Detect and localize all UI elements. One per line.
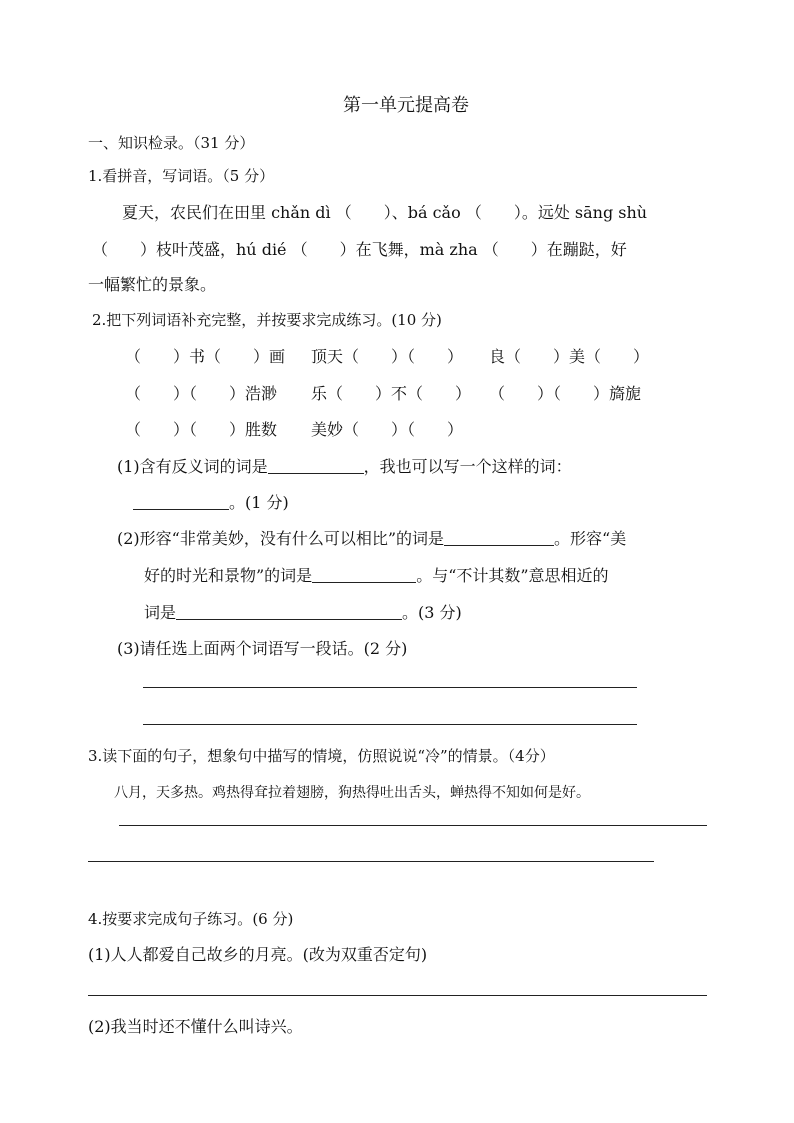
sub-question-2-text-a: (2)形容“非常美妙，没有什么可以相比”的词是 <box>117 529 445 548</box>
writing-line[interactable] <box>88 861 654 862</box>
sub-question-2-text-d: 。与“不计其数”意思相近的 <box>416 566 609 585</box>
word-blank-2[interactable]: 顶天（ ）（ ） <box>311 347 464 366</box>
question-3-example: 八月，天多热。鸡热得耷拉着翅膀，狗热得吐出舌头，蝉热得不知如何是好。 <box>114 785 590 801</box>
answer-blank[interactable] <box>312 565 416 583</box>
answer-blank[interactable] <box>176 602 402 620</box>
writing-line[interactable] <box>143 724 637 725</box>
word-blank-4[interactable]: （ ）（ ）浩渺 <box>125 384 278 403</box>
word-blank-3[interactable]: 良（ ）美（ ） <box>489 347 650 366</box>
word-blank-1[interactable]: （ ）书（ ）画 <box>125 347 286 366</box>
sub-question-1 <box>117 454 572 477</box>
writing-line[interactable] <box>143 687 637 688</box>
sub-question-2-text-f: 。(3 分) <box>402 603 462 622</box>
sub-question-2-text-c: 好的时光和景物”的词是 <box>144 566 313 585</box>
question-4-item-1: (1)人人都爱自己故乡的月亮。(改为双重否定句) <box>88 945 428 964</box>
question-2-heading: 2.把下列词语补充完整，并按要求完成练习。(10 分) <box>92 311 442 329</box>
writing-line[interactable] <box>88 995 707 996</box>
sub-question-2 <box>117 526 626 549</box>
word-blank-6[interactable]: （ ）（ ）旖旎 <box>489 384 642 403</box>
sub-question-2-text-e: 词是 <box>144 603 177 622</box>
answer-blank[interactable] <box>133 492 229 510</box>
word-blank-8[interactable]: 美妙（ ）（ ） <box>311 420 464 439</box>
question-1-line-2: （ ）枝叶茂盛，hú dié （ ）在飞舞，mà zha （ ）在蹦跶，好 <box>92 240 627 259</box>
page-title: 第一单元提高卷 <box>343 95 469 116</box>
sub-question-1-text-a: (1)含有反义词的词是 <box>117 457 268 476</box>
sub-question-2-line-3 <box>144 600 462 623</box>
writing-line[interactable] <box>119 825 707 826</box>
sub-question-2-text-b: 。形容“美 <box>554 529 627 548</box>
question-1-line-3: 一幅繁忙的景象。 <box>88 275 217 294</box>
answer-blank[interactable] <box>268 456 364 474</box>
word-blank-7[interactable]: （ ）（ ）胜数 <box>125 420 278 439</box>
question-1-line-1: 夏天，农民们在田里 chǎn dì （ ）、bá cǎo （ ）。远处 sāng shù <box>122 203 648 222</box>
question-1-heading: 1.看拼音，写词语。（5 分） <box>88 167 275 185</box>
answer-blank[interactable] <box>444 528 554 546</box>
word-blank-5[interactable]: 乐（ ）不（ ） <box>311 384 472 403</box>
sub-question-1-line-2 <box>133 490 289 513</box>
question-4-heading: 4.按要求完成句子练习。(6 分) <box>88 910 294 928</box>
question-4-item-2: (2)我当时还不懂什么叫诗兴。 <box>88 1017 303 1036</box>
question-3-heading: 3.读下面的句子，想象句中描写的情境，仿照说说“冷”的情景。（4分） <box>88 747 555 765</box>
sub-question-2-line-2 <box>144 563 609 586</box>
sub-question-1-text-c: 。(1 分) <box>229 493 289 512</box>
sub-question-3: (3)请任选上面两个词语写一段话。(2 分) <box>117 639 408 658</box>
sub-question-1-text-b: ，我也可以写一个这样的词： <box>363 457 572 476</box>
section-heading: 一、知识检录。（31 分） <box>88 134 255 152</box>
